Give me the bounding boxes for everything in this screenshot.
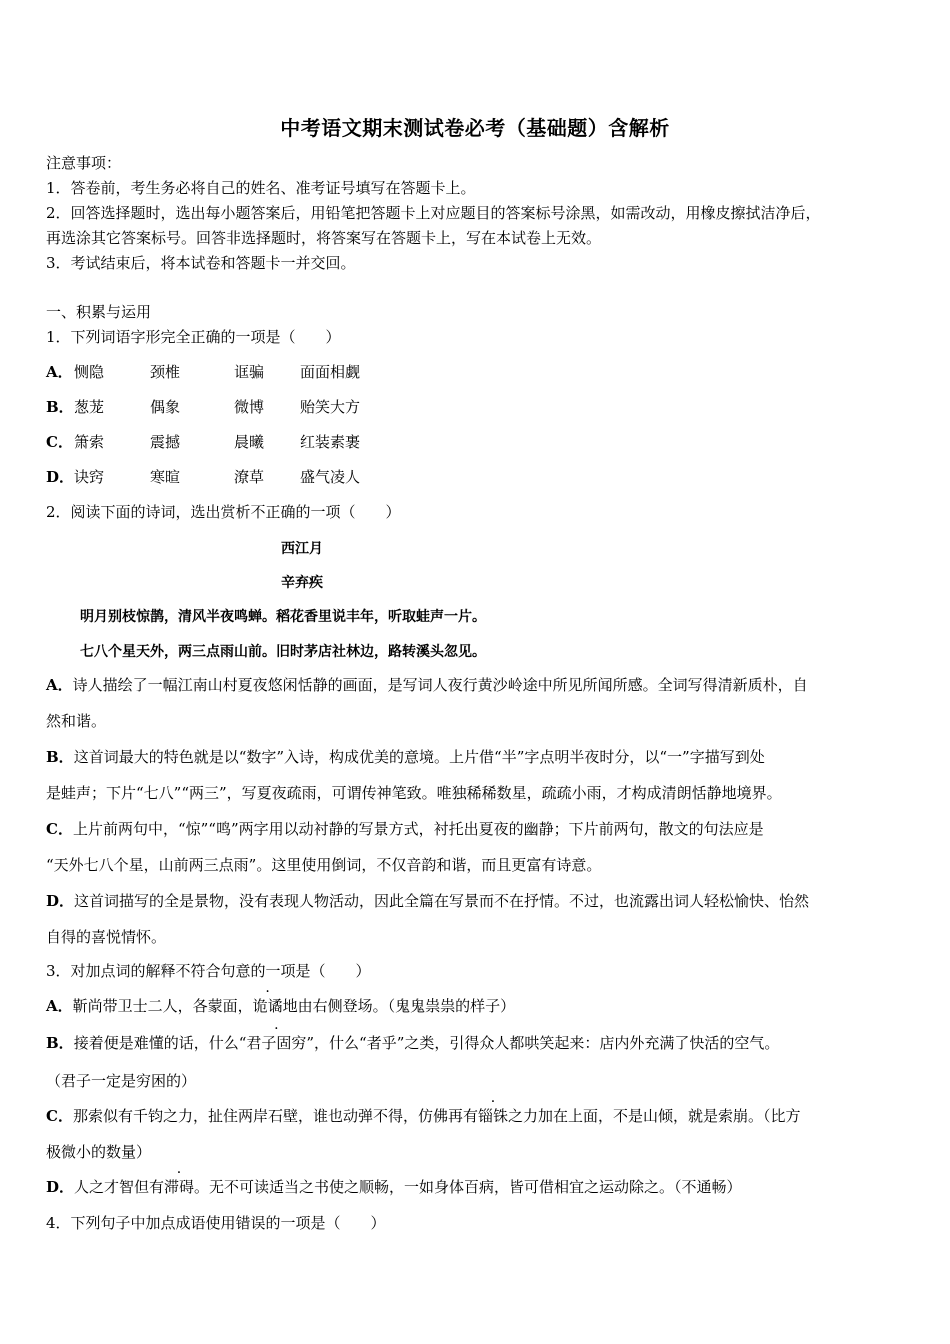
option-word: 葱茏 [74, 398, 105, 416]
option-text: A．靳尚带卫士二人，各蒙面， [46, 997, 253, 1015]
option-word: 贻笑大方 [300, 398, 361, 416]
option-text: B．接着便是难懂的话，什么“ [46, 1034, 247, 1052]
option-label: D． [46, 892, 75, 910]
option-label: A． [46, 997, 73, 1015]
poem-title: 西江月 [281, 541, 323, 557]
q2-option-b: B．这首词最大的特色就是以“数字”入诗，构成优美的意境。上片借“半”字点明半夜时分，以“一”字描写到处 [46, 748, 765, 766]
option-text: 之力加在上面，不是山倾，就是索崩。（比方 [507, 1107, 801, 1125]
q2-option-d: D．这首词描写的全是景物，没有表现人物活动，因此全篇在写景而不在抒情。不过，也流露出词人轻松愉快、怡然 [46, 892, 810, 910]
option-label: B． [46, 1034, 74, 1052]
option-label: D． [46, 1178, 75, 1196]
q3-option-c [46, 1106, 902, 1126]
poem-line: 七八个星天外，两三点雨山前。旧时茅店社林边，路转溪头忽见。 [80, 644, 486, 660]
q3-stem: 3．对加点词的解释不符合句意的一项是（ ） [46, 962, 371, 980]
q1-stem: 1．下列词语字形完全正确的一项是（ ） [46, 328, 341, 346]
q2-option-c-cont: “天外七八个星，山前两三点雨”。这里使用倒词，不仅音韵和谐，而且更富有诗意。 [46, 856, 602, 874]
q3-option-b [46, 1033, 902, 1053]
option-word: 震撼 [150, 433, 181, 451]
option-word: 盛气凌人 [300, 468, 361, 486]
q2-stem: 2．阅读下面的诗词，选出赏析不正确的一项（ ） [46, 503, 401, 521]
notice-heading: 注意事项： [46, 154, 122, 172]
option-word: 微博 [234, 398, 265, 416]
option-label: A． [46, 363, 73, 381]
dotted-word: 锱铢 [477, 1107, 508, 1125]
q2-option-d-cont: 自得的喜悦情怀。 [46, 928, 167, 946]
option-word: 箫索 [74, 433, 105, 451]
q2-option-b-cont: 是蛙声；下片“七八”“两三”，写夏夜疏雨，可谓传神笔致。唯独稀稀数星，疏疏小雨，才构成清朗恬静地境界。 [46, 784, 782, 802]
option-text: ”，什么“者乎”之类，引得众人都哄笑起来：店内外充满了快活的空气。 [306, 1034, 780, 1052]
q3-option-c-cont: 极微小的数量） [46, 1143, 152, 1161]
option-word: 诀窍 [74, 468, 105, 486]
option-word: 寒暄 [150, 468, 181, 486]
option-label: C． [46, 433, 73, 451]
option-word: 面面相觑 [300, 363, 361, 381]
poem-author: 辛弃疾 [281, 575, 323, 591]
option-word: 偶象 [150, 398, 181, 416]
option-label: B． [46, 398, 74, 416]
q2-option-a-cont: 然和谐。 [46, 712, 107, 730]
option-word: 晨曦 [234, 433, 265, 451]
q3-option-a [46, 996, 902, 1016]
q3-option-b-cont: （君子一定是穷困的） [46, 1072, 197, 1090]
option-word: 潦草 [234, 468, 265, 486]
option-word: 诓骗 [234, 363, 265, 381]
notice-item-2b: 再选涂其它答案标号。回答非选择题时，将答案写在答题卡上，写在本试卷上无效。 [46, 229, 602, 247]
section-heading: 一、积累与运用 [46, 303, 152, 321]
option-text: D．人之才智但有 [46, 1178, 165, 1196]
notice-item-1: 1．答卷前，考生务必将自己的姓名、准考证号填写在答题卡上。 [46, 179, 476, 197]
dotted-word: 诡谲 [252, 997, 283, 1015]
dotted-word: 滞碍 [164, 1178, 195, 1196]
option-label: D． [46, 468, 75, 486]
notice-item-3: 3．考试结束后，将本试卷和答题卡一并交回。 [46, 254, 356, 272]
option-text: C．那索似有千钧之力，扯住两岸石壁，谁也动弹不得，仿佛再有 [46, 1107, 478, 1125]
q4-stem: 4．下列句子中加点成语使用错误的一项是（ ） [46, 1214, 386, 1232]
option-label: C． [46, 1107, 73, 1125]
dotted-word: 君子固穷 [246, 1034, 307, 1052]
notice-item-2a: 2．回答选择题时，选出每小题答案后，用铅笔把答题卡上对应题目的答案标号涂黑，如需改动，用橡皮擦拭洁净后， [46, 204, 821, 222]
option-word: 颈椎 [150, 363, 181, 381]
option-text: 地由右侧登场。（鬼鬼祟祟的样子） [282, 997, 516, 1015]
option-label: A． [46, 676, 73, 694]
q2-option-c: C．上片前两句中，“惊”“鸣”两字用以动衬静的写景方式，衬托出夏夜的幽静；下片前两句，散文的句法应是 [46, 820, 764, 838]
poem-line: 明月别枝惊鹊，清风半夜鸣蝉。稻花香里说丰年，听取蛙声一片。 [80, 609, 486, 625]
q3-option-d [46, 1177, 902, 1197]
option-text: 。无不可读适当之书使之顺畅，一如身体百病，皆可借相宜之运动除之。（不通畅） [194, 1178, 742, 1196]
page-title: 中考语文期末测试卷必考（基础题）含解析 [280, 116, 670, 140]
option-label: C． [46, 820, 73, 838]
option-word: 红装素裹 [300, 433, 361, 451]
q2-option-a: A．诗人描绘了一幅江南山村夏夜悠闲恬静的画面，是写词人夜行黄沙岭途中所见所闻所感。全词写得清新质朴，自 [46, 676, 808, 694]
option-word: 恻隐 [74, 363, 105, 381]
option-label: B． [46, 748, 74, 766]
